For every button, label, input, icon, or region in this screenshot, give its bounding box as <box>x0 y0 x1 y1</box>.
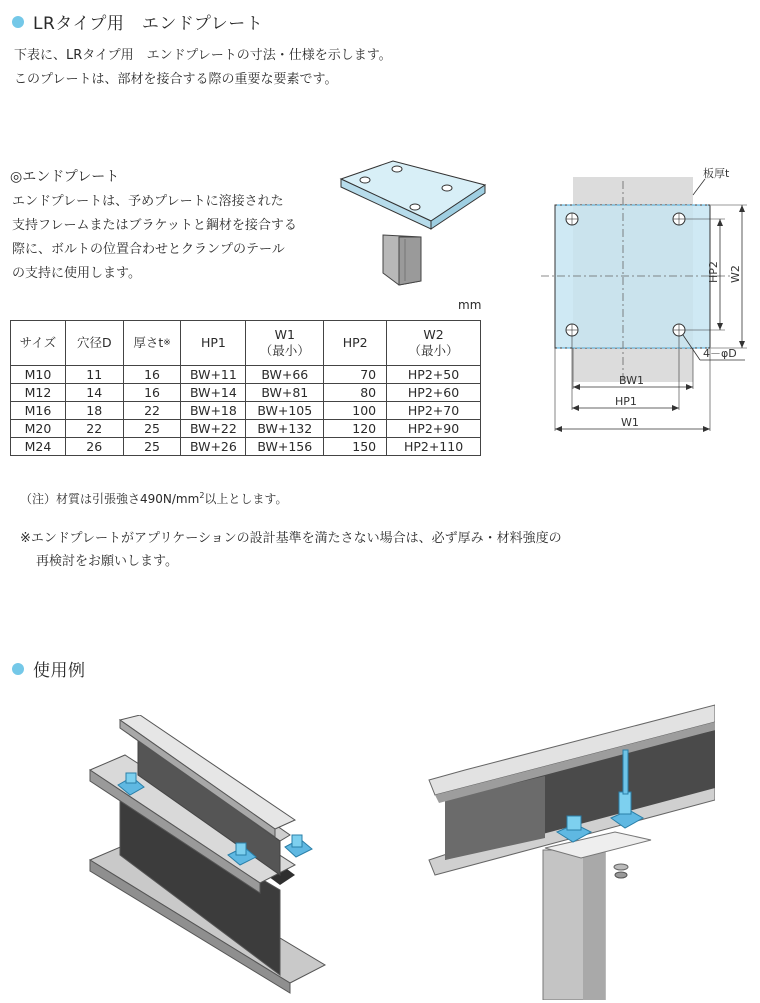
table-cell: BW+156 <box>246 438 324 456</box>
w2-dim-label: W2 <box>729 265 742 283</box>
table-cell: 25 <box>123 438 181 456</box>
table-cell: 70 <box>324 366 387 384</box>
table-cell: BW+66 <box>246 366 324 384</box>
table-cell: 16 <box>123 384 181 402</box>
warning-note-1: ※エンドプレートがアプリケーションの設計基準を満たさない場合は、必ず厚み・材料強度の <box>20 531 562 546</box>
table-cell: HP2+50 <box>387 366 481 384</box>
spec-table <box>10 320 481 456</box>
clamp-icon <box>285 835 312 857</box>
table-cell: BW+14 <box>181 384 246 402</box>
thickness-label: 板厚t <box>703 167 730 180</box>
table-cell: HP2+70 <box>387 402 481 420</box>
table-cell: 22 <box>123 402 181 420</box>
table-cell: 80 <box>324 384 387 402</box>
table-cell: M20 <box>11 420 66 438</box>
table-cell: M10 <box>11 366 66 384</box>
w1-dim-label: W1 <box>621 416 639 429</box>
table-header: HP1 <box>181 321 246 366</box>
intro-line-1: 下表に、LRタイプ用 エンドプレートの寸法・仕様を示します。 <box>14 48 392 63</box>
warning-note-2: 再検討をお願いします。 <box>36 554 178 569</box>
table-row <box>11 402 481 420</box>
table-header: サイズ <box>11 321 66 366</box>
table-header: 穴径D <box>65 321 123 366</box>
intro-line-2: このプレートは、部材を接合する際の重要な要素です。 <box>14 72 338 87</box>
section-title: 使用例 <box>33 661 86 681</box>
section-title: LRタイプ用 エンドプレート <box>33 14 264 34</box>
table-cell: BW+18 <box>181 402 246 420</box>
table-cell: 14 <box>65 384 123 402</box>
table-row <box>11 420 481 438</box>
holes-label: 4－φD <box>703 347 737 360</box>
table-cell: 11 <box>65 366 123 384</box>
table-cell: M24 <box>11 438 66 456</box>
table-row <box>11 366 481 384</box>
table-cell: 100 <box>324 402 387 420</box>
endplate-heading: ◎エンドプレート <box>10 169 120 185</box>
table-header-row <box>11 321 481 366</box>
table-cell: HP2+60 <box>387 384 481 402</box>
table-cell: 22 <box>65 420 123 438</box>
table-header: 厚さt※ <box>123 321 181 366</box>
endplate-dimension-drawing <box>535 165 750 440</box>
table-cell: 150 <box>324 438 387 456</box>
table-row <box>11 438 481 456</box>
table-header: HP2 <box>324 321 387 366</box>
endplate-desc-1: エンドプレートは、予めプレートに溶接された <box>12 194 284 209</box>
section-bullet-icon <box>12 16 24 28</box>
table-cell: BW+22 <box>181 420 246 438</box>
bw1-dim-label: BW1 <box>619 374 645 387</box>
table-cell: BW+11 <box>181 366 246 384</box>
material-note: （注）材質は引張強さ$490N/mm^2$以上とします。 <box>20 491 288 506</box>
table-cell: 18 <box>65 402 123 420</box>
table-cell: M12 <box>11 384 66 402</box>
table-cell: BW+105 <box>246 402 324 420</box>
table-cell: BW+81 <box>246 384 324 402</box>
table-cell: M16 <box>11 402 66 420</box>
table-row <box>11 384 481 402</box>
table-cell: 16 <box>123 366 181 384</box>
endplate-desc-2: 支持フレームまたはブラケットと鋼材を接合する <box>12 218 297 233</box>
table-cell: BW+26 <box>181 438 246 456</box>
table-cell: 26 <box>65 438 123 456</box>
endplate-3d-illustration <box>335 155 495 290</box>
table-cell: HP2+90 <box>387 420 481 438</box>
table-cell: BW+132 <box>246 420 324 438</box>
endplate-desc-4: の支持に使用します。 <box>12 266 141 281</box>
hp2-dim-label: HP2 <box>707 261 720 283</box>
table-header: W2 （最小） <box>387 321 481 366</box>
hp1-dim-label: HP1 <box>615 395 637 408</box>
table-cell: 120 <box>324 420 387 438</box>
usage-example-rail-illustration <box>80 715 335 1000</box>
endplate-desc-3: 際に、ボルトの位置合わせとクランプのテール <box>12 242 285 257</box>
table-cell: HP2+110 <box>387 438 481 456</box>
section-bullet-icon <box>12 663 24 675</box>
table-cell: 25 <box>123 420 181 438</box>
table-unit: mm <box>458 298 482 312</box>
table-header: W1 （最小） <box>246 321 324 366</box>
usage-example-endplate-illustration <box>425 700 715 1000</box>
